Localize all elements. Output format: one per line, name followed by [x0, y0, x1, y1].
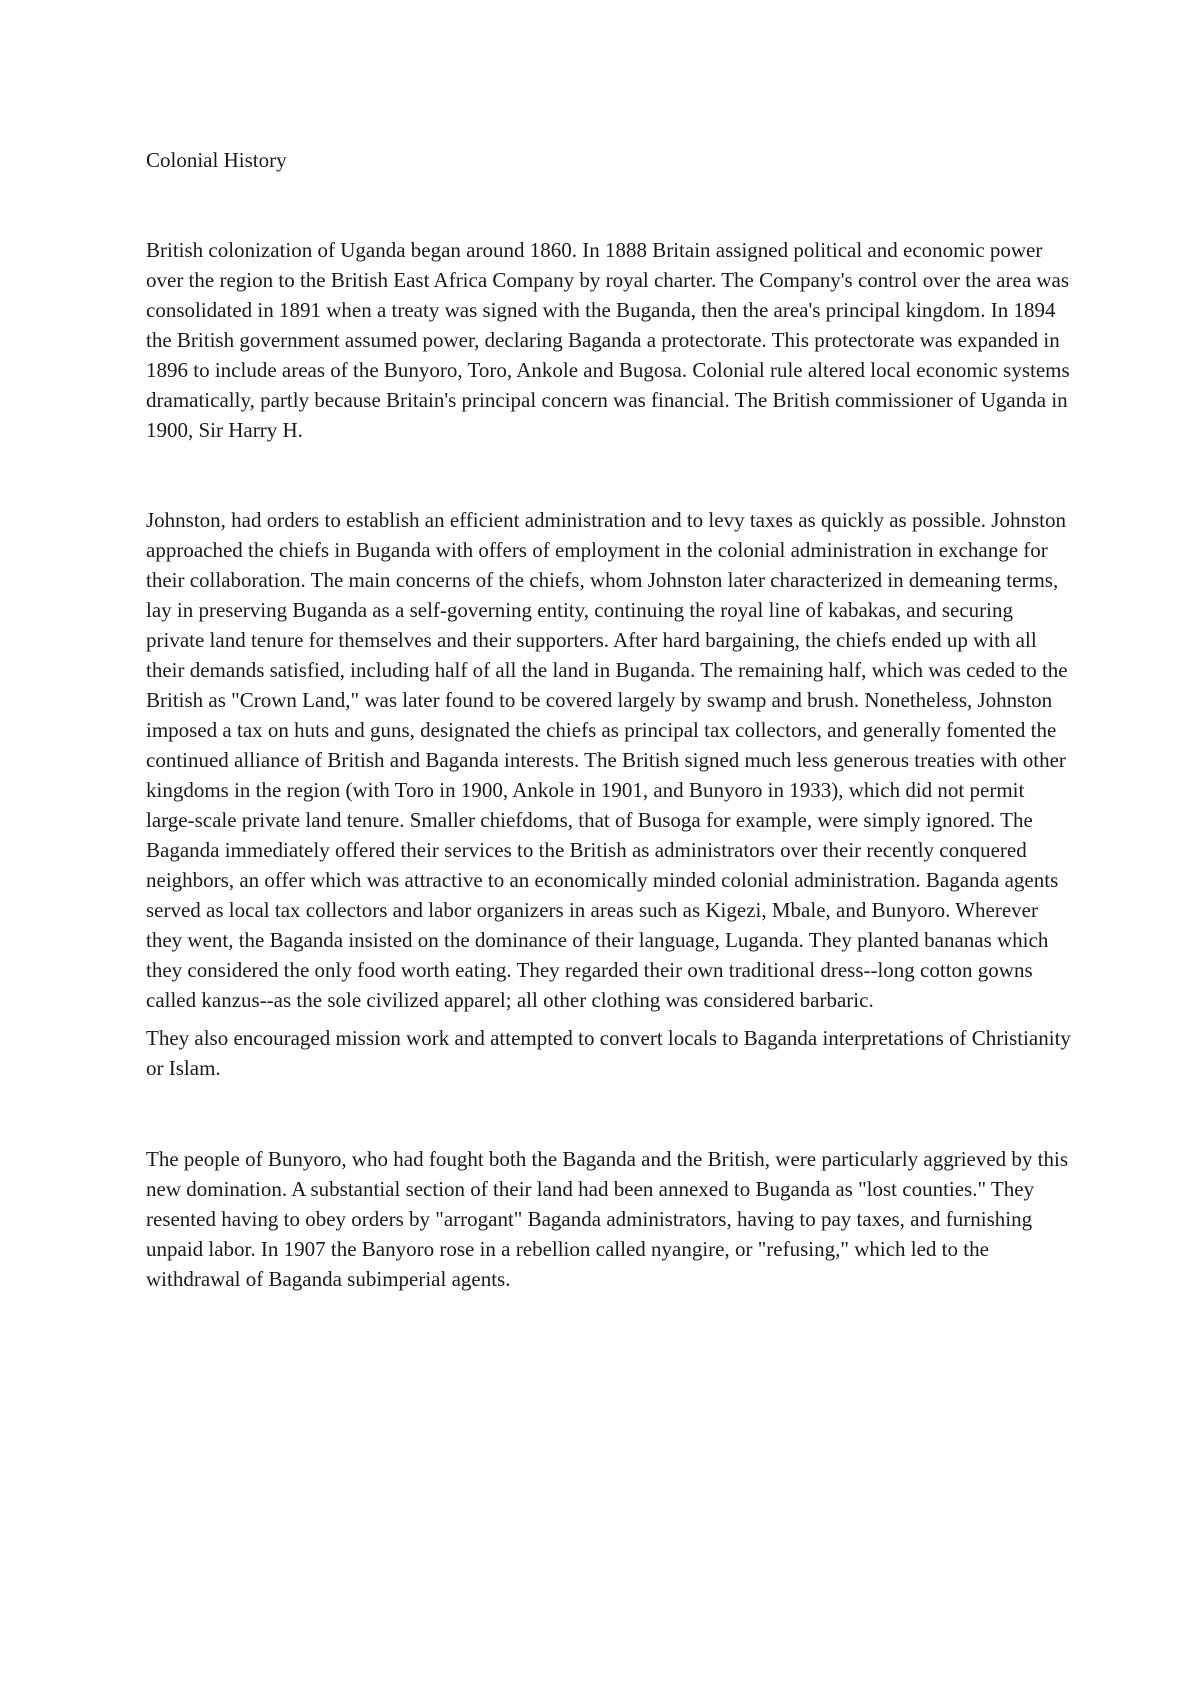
paragraph-bunyoro-rebellion: The people of Bunyoro, who had fought both the Baganda and the British, were particularly aggrieved by this new domination. A substantial section of their land had been annexed to Buganda as "lost counties." They resented having to obey orders by "arrogant" Baganda administrators, having to pay taxes, and furnishing unpaid labor. In 1907 the Banyoro rose in a rebellion called nyangire, or "refusing," which led to the withdrawal of Baganda subimperial agents.	[146, 1147, 1069, 1291]
paragraph-johnston-administration: Johnston, had orders to establish an efficient administration and to levy taxes as quickly as possible. Johnston approached the chiefs in Buganda with offers of employment in the colonial administration in exchange for their collaboration. The main concerns of the chiefs, whom Johnston later characterized in demeaning terms, lay in preserving Buganda as a self-governing entity, continuing the royal line of kabakas, and securing private land tenure for themselves and their supporters. After hard bargaining, the chiefs ended up with all their demands satisfied, including half of all the land in Buganda. The remaining half, which was ceded to the British as "Crown Land," was later found to be covered largely by swamp and brush. Nonetheless, Johnston imposed a tax on huts and guns, designated the chiefs as principal tax collectors, and generally fomented the continued alliance of British and Baganda interests. The British signed much less generous treaties with other kingdoms in the region (with Toro in 1900, Ankole in 1901, and Bunyoro in 1933), which did not permit large-scale private land tenure. Smaller chiefdoms, that of Busoga for example, were simply ignored. The Baganda immediately offered their services to the British as administrators over their recently conquered neighbors, an offer which was attractive to an economically minded colonial administration. Baganda agents served as local tax collectors and labor organizers in areas such as Kigezi, Mbale, and Bunyoro. Wherever they went, the Baganda insisted on the dominance of their language, Luganda. They planted bananas which they considered the only food worth eating. They regarded their own traditional dress--long cotton gowns called kanzus--as the sole civilized apparel; all other clothing was considered barbaric.	[146, 508, 1068, 1012]
paragraph-mission-work: They also encouraged mission work and attempted to convert locals to Baganda interpretations of Christianity or Islam.	[146, 1026, 1071, 1080]
document-body	[146, 145, 1071, 1294]
document-title: Colonial History	[146, 148, 287, 172]
paragraph-british-colonization: British colonization of Uganda began around 1860. In 1888 Britain assigned political and economic power over the region to the British East Africa Company by royal charter. The Company's control over the area was consolidated in 1891 when a treaty was signed with the Buganda, then the area's principal kingdom. In 1894 the British government assumed power, declaring Baganda a protectorate. This protectorate was expanded in 1896 to include areas of the Bunyoro, Toro, Ankole and Bugosa. Colonial rule altered local economic systems dramatically, partly because Britain's principal concern was financial. The British commissioner of Uganda in 1900, Sir Harry H.	[146, 238, 1070, 442]
